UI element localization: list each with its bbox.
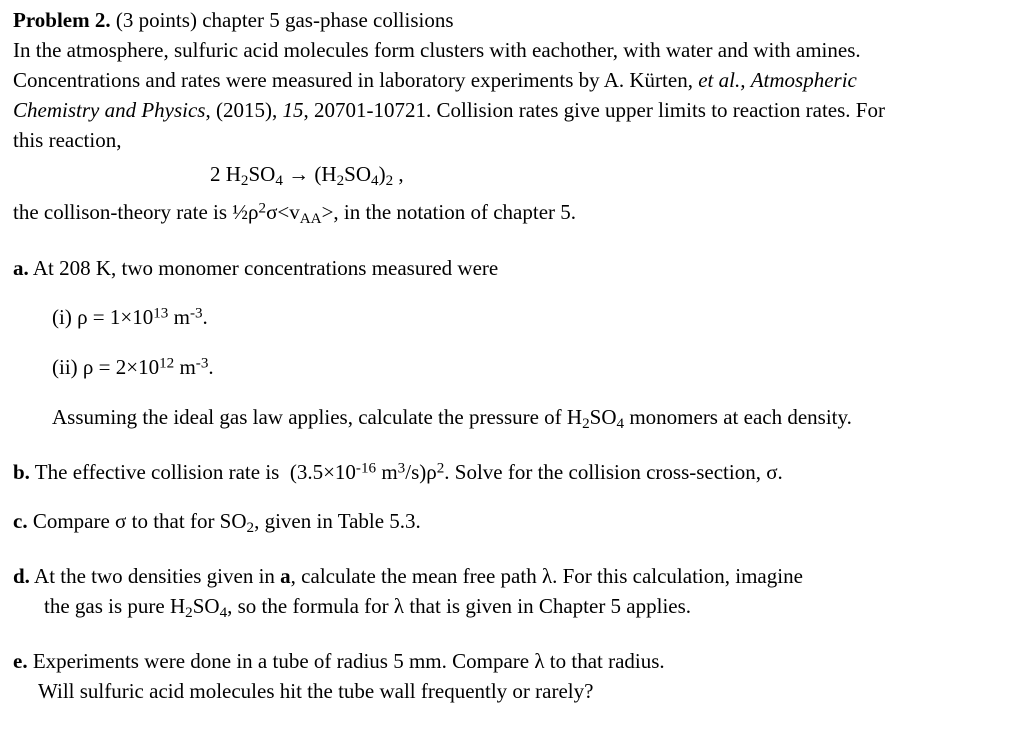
citation-journal: Chemistry and Physics: [13, 98, 206, 122]
part-d-ref-a: a: [280, 564, 291, 588]
intro-line-2: [13, 70, 857, 91]
part-d-line-2: the gas is pure $H_2SO_4$, so the formula for λ that is given in Chapter 5 applies.: [44, 594, 692, 622]
citation-year: (2015),: [215, 98, 278, 122]
part-a: [13, 258, 498, 279]
part-a-text: At 208 K, two monomer concentrations measured were: [32, 256, 499, 280]
citation-et-al: et al.: [698, 68, 741, 92]
part-a-density-i: (i) $\rho = 1\times 10^{13}$ $m^{-3}$.: [52, 305, 208, 329]
part-a-label: a.: [13, 256, 29, 280]
intro-line-1: In the atmosphere, sulfuric acid molecules form clusters with eachother, with water and with amines.: [13, 38, 861, 62]
problem-label: Problem 2.: [13, 8, 111, 32]
problem-header: [13, 10, 454, 31]
part-c: c. Compare σ to that for $SO_2$, given in Table 5.3.: [13, 509, 421, 537]
part-d-label: d.: [13, 564, 30, 588]
part-d-text-1a: At the two densities given in: [34, 564, 275, 588]
part-e-label: e.: [13, 649, 28, 673]
citation-journal-part1: ,: [740, 68, 746, 92]
reaction-equation: 2 $H_2SO_4 \to (H_2SO_4)_2$ ,: [210, 162, 404, 190]
problem-points: (3 points): [115, 8, 197, 32]
part-d-line-1: [13, 566, 803, 587]
problem-topic: chapter 5 gas-phase collisions: [202, 8, 454, 32]
part-c-label: c.: [13, 509, 28, 533]
part-e-line-1: [13, 651, 665, 672]
part-e-line-2: Will sulfuric acid molecules hit the tube wall frequently or rarely?: [38, 679, 594, 703]
part-b: b. The effective collision rate is ($3.5\times 10^{-16}$ $m^3/s)\rho^2$. Solve for the collision cross-section, σ.: [13, 460, 783, 484]
part-d-text-1c: , calculate the mean free path λ. For this calculation, imagine: [290, 564, 803, 588]
intro-citation-author: Concentrations and rates were measured in laboratory experiments by A. Kürten,: [13, 68, 693, 92]
citation-volume: 15: [282, 98, 304, 122]
part-a-density-ii: (ii) $\rho = 2\times 10^{12}$ $m^{-3}$.: [52, 355, 214, 379]
collision-rate-text: the collison-theory rate is $\frac{1}{2}\rho^2\sigma<v_{AA}>$, in the notation of chapter 5.: [13, 200, 577, 228]
part-e-text-1: Experiments were done in a tube of radius 5 mm. Compare λ to that radius.: [32, 649, 665, 673]
part-a-assumption: Assuming the ideal gas law applies, calculate the pressure of $H_2SO_4$ monomers at each density.: [52, 405, 852, 433]
intro-line-3: Chemistry and Physics, (2015), 15, 20701-10721. Collision rates give upper limits to reaction rates. For: [13, 98, 885, 122]
this-reaction-text: this reaction,: [13, 128, 122, 152]
citation-pages: , 20701-10721. Collision rates give upper limits to reaction rates. For: [303, 98, 885, 122]
citation-journal-start: Atmospheric: [750, 68, 857, 92]
part-b-label: b.: [13, 460, 30, 484]
